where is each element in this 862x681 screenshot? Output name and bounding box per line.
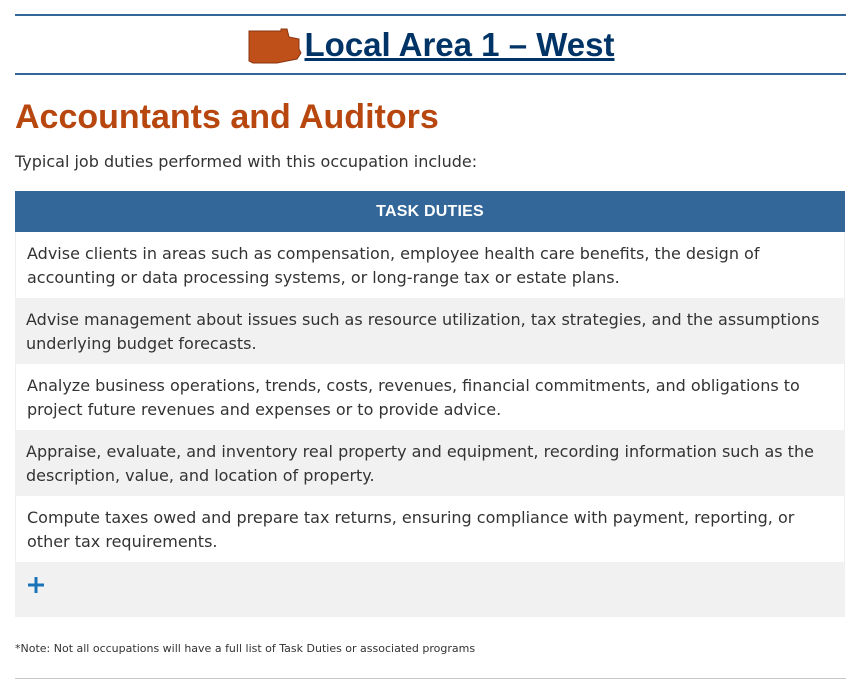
area-link[interactable] bbox=[247, 25, 615, 65]
intro-text: Typical job duties performed with this occupation include: bbox=[15, 152, 478, 171]
task-duty-row: Analyze business operations, trends, costs, revenues, financial commitments, and obligations to project future revenues and expenses or to provide advice. bbox=[15, 364, 845, 430]
expand-row[interactable] bbox=[15, 562, 845, 617]
region-map-icon bbox=[247, 27, 303, 65]
bottom-divider bbox=[15, 678, 846, 679]
header-divider bbox=[15, 73, 846, 75]
area-header bbox=[15, 16, 846, 73]
occupation-title: Accountants and Auditors bbox=[15, 98, 439, 136]
task-duty-row: Appraise, evaluate, and inventory real property and equipment, recording information such as the description, value, and location of property. bbox=[15, 430, 845, 496]
task-duties-header: TASK DUTIES bbox=[15, 191, 845, 232]
task-duty-row: Compute taxes owed and prepare tax returns, ensuring compliance with payment, reporting, or other tax requirements. bbox=[15, 496, 845, 562]
task-duty-row: Advise management about issues such as resource utilization, tax strategies, and the assumptions underlying budget forecasts. bbox=[15, 298, 845, 364]
task-duty-row: Advise clients in areas such as compensation, employee health care benefits, the design of accounting or data processing systems, or long-range tax or estate plans. bbox=[15, 232, 845, 298]
task-duties-table bbox=[15, 191, 845, 617]
area-title[interactable]: Local Area 1 – West bbox=[304, 25, 615, 63]
footnote: *Note: Not all occupations will have a full list of Task Duties or associated programs bbox=[15, 642, 476, 655]
plus-icon[interactable] bbox=[27, 576, 45, 594]
